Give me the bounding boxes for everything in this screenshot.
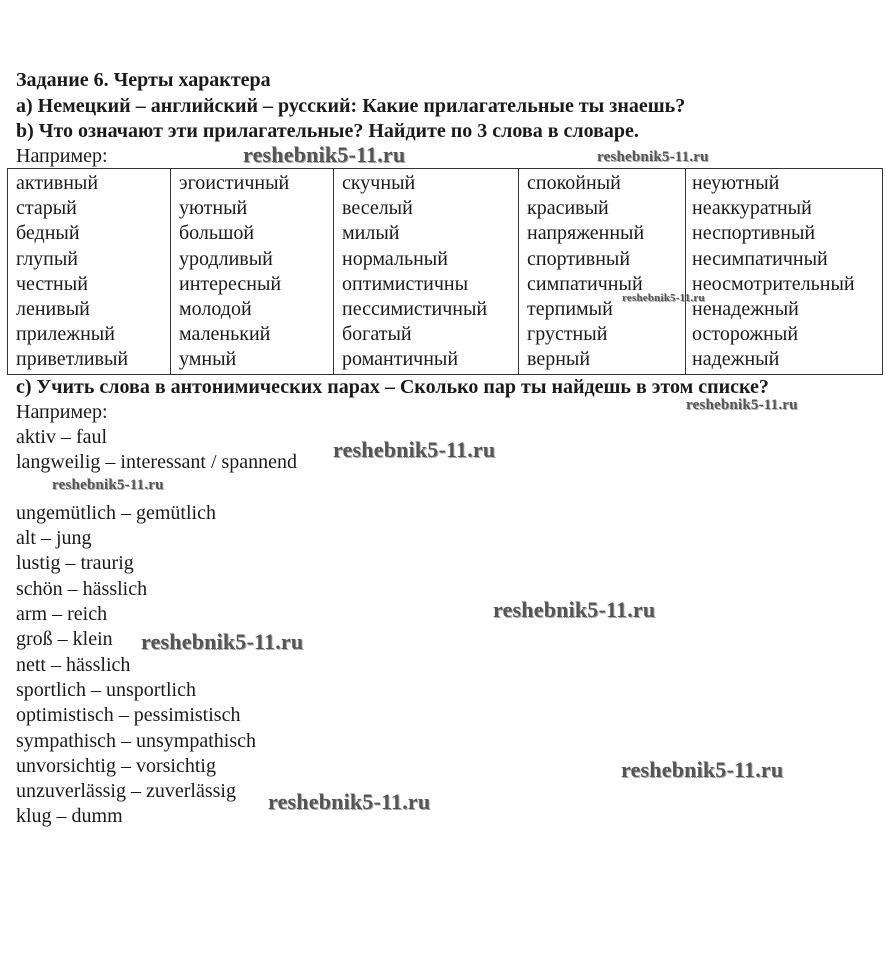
watermark: reshebnik5-11.ru <box>52 477 164 493</box>
table-cell: спокойный <box>527 172 621 194</box>
table-cell: умный <box>179 348 237 371</box>
watermark: reshebnik5-11.ru <box>243 142 406 167</box>
task-title: Задание 6. Черты характера <box>16 69 271 91</box>
table-cell: старый <box>16 197 77 220</box>
list-item: ungemütlich – gemütlich <box>16 501 216 524</box>
list-item: schön – hässlich <box>16 577 148 600</box>
table-row <box>8 169 883 375</box>
table-cell: уродливый <box>179 247 273 270</box>
adjectives-table <box>7 168 883 375</box>
table-cell: приветливый <box>16 348 129 371</box>
example-pair: langweilig – interessant / spannend <box>16 451 298 474</box>
table-cell: молодой <box>179 298 252 321</box>
table-cell: оптимистичны <box>342 272 469 295</box>
table-cell: богатый <box>342 323 412 346</box>
table-cell: неуютный <box>692 172 780 194</box>
table-cell: ненадежный <box>692 298 799 321</box>
table-cell: веселый <box>342 197 413 220</box>
list-item: sympathisch – unsympathisch <box>16 729 256 752</box>
table-cell: глупый <box>16 247 79 270</box>
table-cell: несимпатичный <box>692 247 828 270</box>
watermark: reshebnik5-11.ru <box>622 292 705 304</box>
table-cell: красивый <box>527 197 609 220</box>
table-cell: верный <box>527 348 591 371</box>
table-cell: эгоистичный <box>179 172 290 194</box>
table-cell: неаккуратный <box>692 197 812 220</box>
table-cell: интересный <box>179 272 282 295</box>
table-cell: маленький <box>179 323 271 346</box>
table-cell: грустный <box>527 323 608 346</box>
table-column-5 <box>686 169 883 375</box>
list-item: unzuverlässig – zuverlässig <box>16 780 236 803</box>
list-item: optimistisch – pessimistisch <box>16 704 241 727</box>
table-cell: ленивый <box>16 298 90 321</box>
watermark: reshebnik5-11.ru <box>141 629 304 654</box>
watermark: reshebnik5-11.ru <box>686 397 798 413</box>
table-column-1 <box>8 169 171 375</box>
table-cell: неспортивный <box>692 222 816 245</box>
table-cell: пессимистичный <box>342 298 488 321</box>
watermark: reshebnik5-11.ru <box>597 149 709 165</box>
table-cell: честный <box>16 272 88 295</box>
question-a: a) Немецкий – английский – русский: Какие прилагательные ты знаешь? <box>16 95 686 117</box>
list-item: nett – hässlich <box>16 653 131 676</box>
list-item: alt – jung <box>16 527 92 550</box>
list-item: klug – dumm <box>16 805 123 828</box>
table-cell: спортивный <box>527 247 631 270</box>
list-item: sportlich – unsportlich <box>16 678 196 701</box>
table-cell: прилежный <box>16 323 115 346</box>
table-cell: милый <box>342 222 400 245</box>
watermark: reshebnik5-11.ru <box>493 597 656 622</box>
table-cell: активный <box>16 172 99 194</box>
list-item: lustig – traurig <box>16 552 134 575</box>
table-cell: скучный <box>342 172 416 194</box>
watermark: reshebnik5-11.ru <box>621 757 784 782</box>
table-cell: терпимый <box>527 298 613 321</box>
list-item: groß – klein <box>16 628 113 651</box>
example-label-2: Например: <box>16 401 108 423</box>
list-item: arm – reich <box>16 603 108 626</box>
table-cell: романтичный <box>342 348 459 371</box>
watermark: reshebnik5-11.ru <box>268 789 431 814</box>
example-pair: aktiv – faul <box>16 426 108 448</box>
table-column-4 <box>519 169 686 375</box>
table-cell: нормальный <box>342 247 448 270</box>
table-cell: осторожный <box>692 323 799 346</box>
table-cell: большой <box>179 222 255 245</box>
table-cell: напряженный <box>527 222 645 245</box>
table-cell: симпатичный <box>527 272 643 295</box>
table-cell: уютный <box>179 197 248 220</box>
table-column-2 <box>171 169 334 375</box>
example-label-1: Например: <box>16 145 108 167</box>
table-cell: надежный <box>692 348 780 371</box>
table-cell: бедный <box>16 222 80 245</box>
question-b: b) Что означают эти прилагательные? Найдите по 3 слова в словаре. <box>16 120 639 142</box>
table-column-3 <box>334 169 519 375</box>
watermark: reshebnik5-11.ru <box>333 437 496 462</box>
table-cell: неосмотрительный <box>692 272 855 295</box>
list-item: unvorsichtig – vorsichtig <box>16 754 216 777</box>
question-c: c) Учить слова в антонимических парах – Сколько пар ты найдешь в этом списке? <box>16 376 769 398</box>
